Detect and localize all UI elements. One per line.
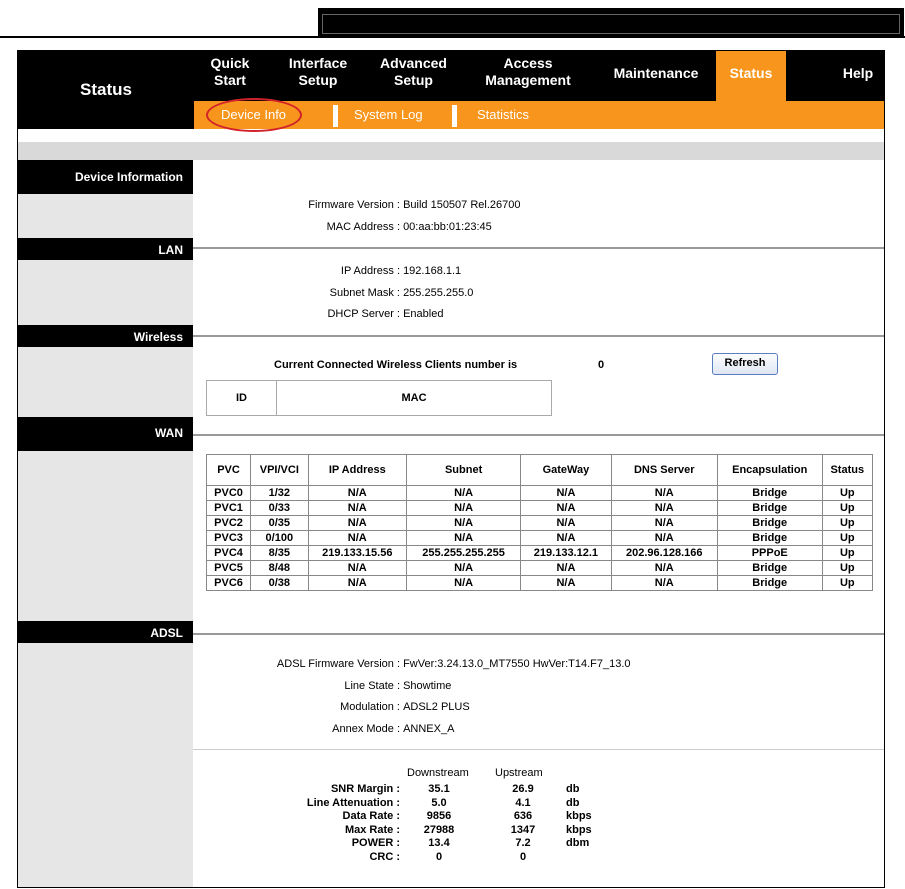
wan-cell: N/A: [308, 576, 406, 591]
annex-mode-label: Annex Mode :: [332, 723, 400, 735]
wan-cell: Bridge: [717, 501, 822, 516]
wan-cell: PVC4: [207, 546, 251, 561]
wan-cell: N/A: [521, 486, 611, 501]
section-divider: [193, 434, 884, 436]
lan-ip-row: [248, 265, 461, 277]
wan-cell: 0/100: [251, 531, 309, 546]
wan-cell: N/A: [308, 501, 406, 516]
left-label-column: [18, 160, 193, 888]
wan-cell: N/A: [611, 531, 717, 546]
wan-col-header: PVC: [207, 455, 251, 486]
lan-ip-value: 192.168.1.1: [403, 265, 462, 277]
section-divider: [193, 247, 884, 249]
wan-cell: Bridge: [717, 576, 822, 591]
wan-cell: 0/33: [251, 501, 309, 516]
table-row: [207, 531, 873, 546]
annex-mode-value: ANNEX_A: [403, 723, 455, 735]
wan-col-header: VPI/VCI: [251, 455, 309, 486]
table-row: [207, 486, 873, 501]
wan-cell: Bridge: [717, 531, 822, 546]
wan-cell: Up: [822, 516, 872, 531]
line-state-row: [248, 680, 451, 692]
wan-cell: N/A: [406, 516, 520, 531]
section-divider: [193, 749, 884, 750]
nav-maintenance[interactable]: Maintenance: [613, 65, 699, 81]
stat-label: Max Rate :: [344, 823, 400, 836]
nav-help[interactable]: Help: [842, 65, 874, 81]
nav-interface-setup[interactable]: Interface Setup: [288, 55, 348, 88]
adsl-firmware-value: FwVer:3.24.13.0_MT7550 HwVer:T14.F7_13.0: [403, 658, 631, 670]
section-lan: LAN: [18, 238, 193, 260]
modulation-row: [248, 701, 470, 713]
table-row: [207, 576, 873, 591]
annex-mode-row: [248, 723, 454, 735]
stat-upstream: 4.1: [515, 796, 531, 809]
dhcp-server-row: [248, 308, 443, 320]
wan-cell: 0/38: [251, 576, 309, 591]
stat-label: SNR Margin :: [330, 783, 400, 795]
section-divider: [193, 335, 884, 337]
wan-col-header: Encapsulation: [717, 455, 822, 486]
table-row: [207, 561, 873, 576]
wan-cell: N/A: [406, 561, 520, 576]
nav-quick-start[interactable]: Quick Start: [210, 55, 250, 88]
wan-cell: N/A: [406, 501, 520, 516]
wan-cell: N/A: [308, 531, 406, 546]
stat-upstream: 636: [513, 810, 533, 822]
stat-label: Data Rate :: [342, 810, 400, 822]
stat-upstream: 7.2: [515, 837, 531, 849]
wan-cell: N/A: [611, 576, 717, 591]
wan-cell: N/A: [406, 576, 520, 591]
adsl-firmware-row: [248, 658, 631, 670]
wireless-col-mac: MAC: [277, 381, 552, 416]
stat-upstream: 26.9: [512, 783, 534, 795]
line-state-value: Showtime: [403, 680, 452, 692]
adsl-firmware-label: ADSL Firmware Version :: [276, 658, 400, 670]
wan-cell: 0/35: [251, 516, 309, 531]
wan-cell: 8/48: [251, 561, 309, 576]
subtab-system-log[interactable]: System Log: [354, 107, 423, 122]
stat-upstream: 0: [519, 850, 527, 863]
wan-cell: Bridge: [717, 486, 822, 501]
modulation-label: Modulation :: [340, 701, 400, 713]
refresh-button[interactable]: Refresh: [712, 353, 778, 375]
wan-cell: PPPoE: [717, 546, 822, 561]
wan-cell: N/A: [611, 501, 717, 516]
wan-cell: N/A: [611, 486, 717, 501]
wan-col-header: GateWay: [521, 455, 611, 486]
stat-downstream: 5.0: [431, 796, 447, 809]
subtab-separator: [333, 105, 338, 127]
stat-unit: kbps: [566, 823, 592, 836]
wan-cell: PVC1: [207, 501, 251, 516]
firmware-version-value: Build 150507 Rel.26700: [403, 199, 521, 211]
dhcp-server-label: DHCP Server :: [327, 308, 400, 320]
wan-cell: Bridge: [717, 516, 822, 531]
wan-table-header: [207, 455, 873, 486]
wan-table-body: [207, 486, 873, 591]
nav-status[interactable]: Status: [729, 65, 773, 81]
stat-label: POWER :: [351, 837, 400, 849]
wan-cell: N/A: [521, 516, 611, 531]
table-row: [207, 501, 873, 516]
page-title: Status: [18, 51, 194, 129]
stat-downstream: 9856: [426, 810, 452, 822]
section-adsl: ADSL: [18, 621, 193, 643]
wan-cell: PVC3: [207, 531, 251, 546]
grey-spacer-band: [18, 142, 884, 160]
wan-cell: N/A: [521, 501, 611, 516]
section-wan: WAN: [18, 417, 193, 451]
wan-cell: N/A: [521, 561, 611, 576]
nav-advanced-setup[interactable]: Advanced Setup: [380, 55, 447, 88]
wireless-clients-count: 0: [598, 359, 605, 371]
wan-cell: N/A: [406, 486, 520, 501]
wan-cell: N/A: [521, 576, 611, 591]
wan-cell: 8/35: [251, 546, 309, 561]
firmware-version-row: [248, 199, 521, 211]
stat-upstream: 1347: [510, 823, 536, 836]
wan-cell: PVC5: [207, 561, 251, 576]
stat-label: Line Attenuation :: [306, 796, 400, 809]
subtab-device-info[interactable]: Device Info: [221, 107, 287, 122]
window-top-strip: [0, 0, 905, 38]
wireless-clients-table: [206, 380, 552, 416]
wan-table: [206, 454, 873, 591]
wan-cell: Up: [822, 531, 872, 546]
wan-cell: Bridge: [717, 561, 822, 576]
wan-cell: N/A: [308, 516, 406, 531]
nav-access-management[interactable]: Access Management: [485, 55, 571, 88]
section-device-information: Device Information: [18, 160, 193, 194]
stat-downstream: 13.4: [428, 837, 450, 849]
router-status-page: [17, 50, 885, 888]
stat-downstream: 0: [435, 850, 443, 863]
mac-address-value: 00:aa:bb:01:23:45: [403, 221, 492, 233]
line-state-label: Line State :: [344, 680, 400, 692]
wan-cell: Up: [822, 561, 872, 576]
wan-col-header: DNS Server: [611, 455, 717, 486]
wan-col-header: Status: [822, 455, 872, 486]
subtab-separator: [452, 105, 457, 127]
subnet-mask-label: Subnet Mask :: [329, 287, 400, 299]
stat-unit: db: [566, 796, 580, 809]
wireless-col-id: ID: [207, 381, 277, 416]
downstream-header: Downstream: [407, 767, 469, 779]
wan-cell: Up: [822, 501, 872, 516]
wan-cell: PVC0: [207, 486, 251, 501]
stat-unit: kbps: [566, 810, 592, 822]
firmware-version-label: Firmware Version :: [308, 199, 400, 211]
subtab-statistics[interactable]: Statistics: [477, 107, 530, 122]
stat-unit: db: [566, 783, 580, 795]
upstream-header: Upstream: [495, 767, 543, 779]
wan-cell: 1/32: [251, 486, 309, 501]
wan-cell: N/A: [521, 531, 611, 546]
top-divider: [0, 36, 905, 38]
wan-col-header: IP Address: [308, 455, 406, 486]
mac-address-label: MAC Address :: [326, 221, 400, 233]
stat-label: CRC :: [369, 850, 400, 863]
wan-cell: N/A: [406, 531, 520, 546]
top-inner-frame: [322, 14, 900, 34]
lan-ip-label: IP Address :: [340, 265, 400, 277]
wan-cell: PVC6: [207, 576, 251, 591]
wan-cell: 202.96.128.166: [611, 546, 717, 561]
highlight-circle: [206, 98, 302, 132]
wan-cell: Up: [822, 576, 872, 591]
modulation-value: ADSL2 PLUS: [403, 701, 470, 713]
subnet-mask-value: 255.255.255.0: [403, 287, 474, 299]
stat-unit: dbm: [566, 837, 590, 849]
wan-cell: 219.133.15.56: [308, 546, 406, 561]
mac-address-row: [248, 221, 492, 233]
wan-cell: PVC2: [207, 516, 251, 531]
stat-downstream: 27988: [423, 823, 455, 836]
subnet-mask-row: [248, 287, 473, 299]
wan-cell: N/A: [611, 561, 717, 576]
wan-cell: N/A: [308, 561, 406, 576]
wan-cell: 255.255.255.255: [406, 546, 520, 561]
wan-cell: Up: [822, 546, 872, 561]
table-row: [207, 546, 873, 561]
table-row: [207, 516, 873, 531]
stat-downstream: 35.1: [428, 783, 450, 795]
dhcp-server-value: Enabled: [403, 308, 444, 320]
section-wireless: Wireless: [18, 325, 193, 347]
wan-cell: 219.133.12.1: [521, 546, 611, 561]
section-divider: [193, 633, 884, 635]
wan-cell: Up: [822, 486, 872, 501]
wan-col-header: Subnet: [406, 455, 520, 486]
wan-cell: N/A: [308, 486, 406, 501]
wan-cell: N/A: [611, 516, 717, 531]
wireless-clients-label: Current Connected Wireless Clients number is: [274, 359, 518, 371]
